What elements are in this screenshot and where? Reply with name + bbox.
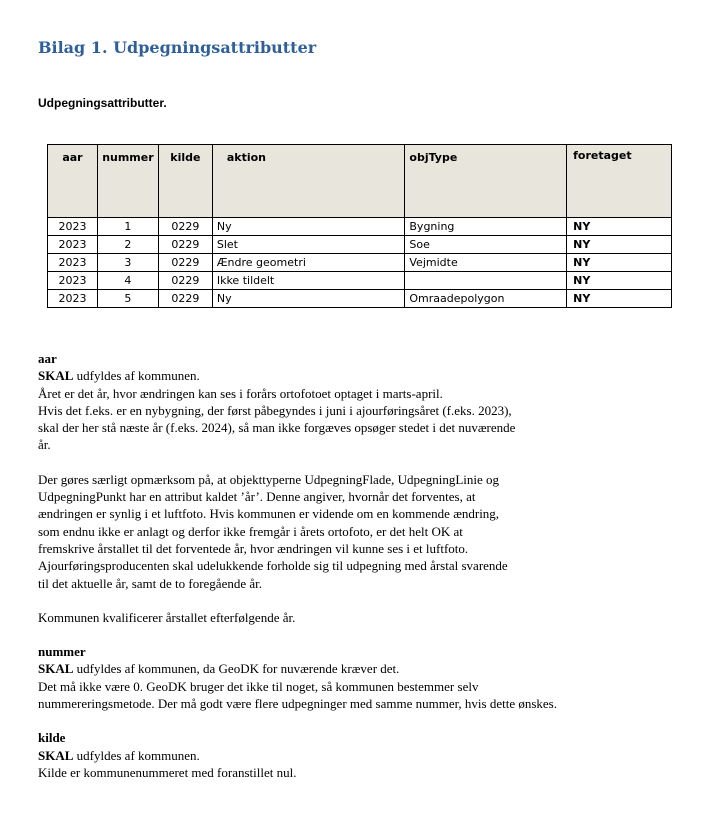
text-line: til det aktuelle år, samt de to foregående år.	[38, 575, 262, 591]
cell-objtype: Bygning	[405, 218, 567, 236]
text-line: Hvis det f.eks. er en nybygning, der først påbegyndes i juni i ajourføringsåret (f.eks. 2023),	[38, 402, 512, 418]
cell-kilde: 0229	[158, 254, 212, 272]
cell-objtype	[405, 272, 567, 290]
paragraph	[38, 471, 678, 592]
requirement-text: udfyldes af kommunen.	[73, 368, 200, 384]
cell-foretaget: NY	[567, 272, 672, 290]
paragraph	[38, 729, 678, 781]
cell-nummer: 3	[97, 254, 158, 272]
cell-aktion: Ændre geometri	[212, 254, 405, 272]
text-line: Kommunen kvalificerer årstallet efterfølgende år.	[38, 609, 296, 625]
text-line: år.	[38, 437, 51, 453]
column-header-aktion: aktion	[212, 145, 405, 218]
text-line: nummereringsmetode. Der må godt være flere udpegninger med samme nummer, hvis dette ønskes.	[38, 696, 557, 712]
cell-aar: 2023	[48, 218, 98, 236]
cell-kilde: 0229	[158, 272, 212, 290]
column-header-foretaget: foretaget	[567, 145, 672, 218]
cell-nummer: 5	[97, 290, 158, 308]
text-line: UdpegningPunkt har en attribut kaldet ’år’. Denne angiver, hvornår det forventes, at	[38, 489, 476, 505]
column-header-kilde: kilde	[158, 145, 212, 218]
cell-kilde: 0229	[158, 218, 212, 236]
paragraph	[38, 350, 678, 454]
table-row	[48, 290, 672, 308]
requirement-text: udfyldes af kommunen.	[73, 747, 200, 763]
text-line: Der gøres særligt opmærksom på, at objekttyperne UdpegningFlade, UdpegningLinie og	[38, 471, 500, 487]
cell-aktion: Ikke tildelt	[212, 272, 405, 290]
cell-foretaget: NY	[567, 236, 672, 254]
document-body	[38, 350, 678, 798]
text-line: Ajourføringsproducenten skal udelukkende forholde sig til udpegning med årstal svarende	[38, 558, 508, 574]
cell-nummer: 4	[97, 272, 158, 290]
text-line: som endnu ikke er anlagt og derfor ikke fremgår i årets ortofoto, er det helt OK at	[38, 523, 463, 539]
cell-aar: 2023	[48, 290, 98, 308]
paragraph	[38, 609, 678, 626]
table-row	[48, 254, 672, 272]
requirement-text: udfyldes af kommunen, da GeoDK for nuværende kræver det.	[73, 661, 400, 677]
column-header-aar: aar	[48, 145, 98, 218]
cell-objtype: Vejmidte	[405, 254, 567, 272]
cell-aar: 2023	[48, 254, 98, 272]
cell-aktion: Slet	[212, 236, 405, 254]
text-line: fremskrive årstallet til det forventede år, hvor ændringen vil kunne ses i et luftfoto.	[38, 540, 469, 556]
section-heading-aar: aar	[38, 351, 57, 366]
text-line: Året er det år, hvor ændringen kan ses i forårs ortofotoet optaget i marts-april.	[38, 385, 443, 401]
cell-kilde: 0229	[158, 236, 212, 254]
text-line: Det må ikke være 0. GeoDK bruger det ikke til noget, så kommunen bestemmer selv	[38, 678, 479, 694]
paragraph	[38, 643, 678, 712]
cell-aktion: Ny	[212, 218, 405, 236]
page-title: Bilag 1. Udpegningsattributter	[38, 38, 317, 57]
cell-nummer: 2	[97, 236, 158, 254]
table-header-row	[48, 145, 672, 218]
table-row	[48, 218, 672, 236]
cell-nummer: 1	[97, 218, 158, 236]
section-heading-kilde: kilde	[38, 730, 66, 746]
column-header-objtype: objType	[405, 145, 567, 218]
cell-objtype: Soe	[405, 236, 567, 254]
requirement-keyword: SKAL	[38, 368, 74, 384]
cell-aar: 2023	[48, 236, 98, 254]
text-line: skal der her stå næste år (f.eks. 2024), så man ikke forgæves opsøger stedet i det nuværende	[38, 420, 516, 436]
column-header-nummer: nummer	[97, 145, 158, 218]
text-line: Kilde er kommunenummeret med foranstillet nul.	[38, 764, 297, 780]
section-subtitle: Udpegningsattributter.	[38, 96, 167, 110]
cell-aktion: Ny	[212, 290, 405, 308]
table-row	[48, 272, 672, 290]
table-row	[48, 236, 672, 254]
attributes-table	[47, 144, 672, 308]
cell-foretaget: NY	[567, 290, 672, 308]
cell-kilde: 0229	[158, 290, 212, 308]
requirement-keyword: SKAL	[38, 747, 74, 763]
cell-objtype: Omraadepolygon	[405, 290, 567, 308]
section-heading-nummer: nummer	[38, 644, 86, 660]
requirement-keyword: SKAL	[38, 661, 74, 677]
text-line: ændringen er synlig i et luftfoto. Hvis kommunen er vidende om en kommende ændring,	[38, 506, 500, 522]
cell-foretaget: NY	[567, 218, 672, 236]
cell-foretaget: NY	[567, 254, 672, 272]
cell-aar: 2023	[48, 272, 98, 290]
